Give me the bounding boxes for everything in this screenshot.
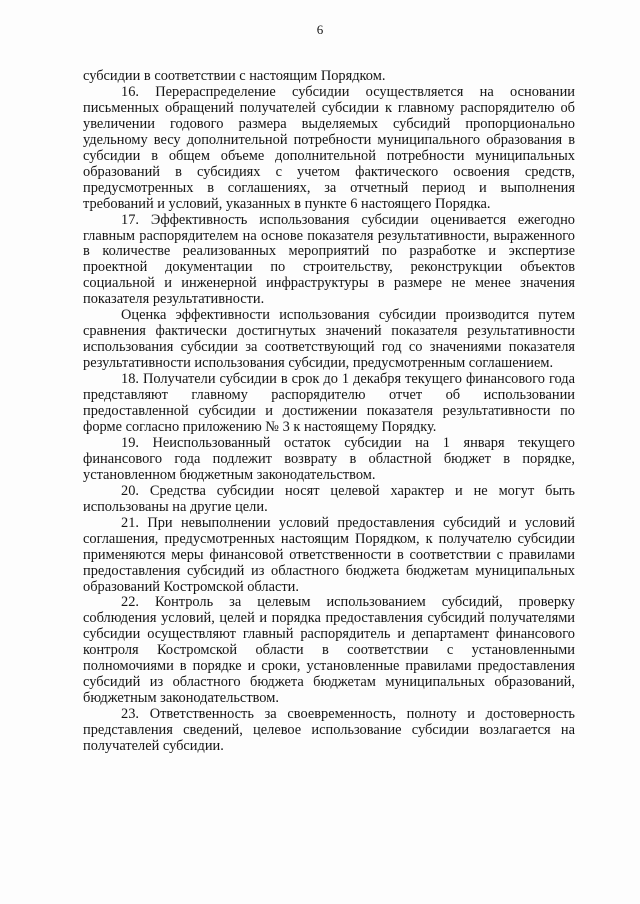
paragraph-19: 19. Неиспользованный остаток субсидии на 1 января текущего финансового года подлежит возврату в областной бюджет в порядке, установленном бюджетным законодательством. xyxy=(83,434,575,483)
paragraph-16: 16. Перераспределение субсидии осуществляется на основании письменных обращений получателей субсидии к главному распорядителю об увеличении годового размера выделяемых субсидий пропорционально удельному весу дополнительной потребности муниципального образования в субсидии в общем объеме дополнительной потребности муниципальных образований в субсидиях с учетом фактического освоения средств, предусмотренных в соглашениях, за отчетный период и выполнения требований и условий, указанных в пункте 6 настоящего Порядка. xyxy=(83,83,575,212)
paragraph-20: 20. Средства субсидии носят целевой характер и не могут быть использованы на другие цели. xyxy=(83,482,575,515)
document-body xyxy=(83,69,575,755)
paragraph-21: 21. При невыполнении условий предоставления субсидий и условий соглашения, предусмотренных настоящим Порядком, к получателю субсидии применяются меры финансовой ответственности в соответствии с правилами предоставления субсидий из областного бюджета бюджетам муниципальных образований Костромской области. xyxy=(83,514,575,595)
paragraph-22: 22. Контроль за целевым использованием субсидий, проверку соблюдения условий, целей и порядка предоставления субсидий получателями субсидии осуществляют главный распорядитель и департамент финансового контроля Костромской области в соответствии с установленными полномочиями в порядке и сроки, установленные правилами предоставления субсидий из областного бюджета бюджетам муниципальных образований, бюджетным законодательством. xyxy=(83,594,575,707)
paragraph-18: 18. Получатели субсидии в срок до 1 декабря текущего финансового года представляют главному распорядителю отчет об использовании предоставленной субсидии и достижении показателя результативности по форме согласно приложению № 3 к настоящему Порядку. xyxy=(83,371,575,435)
paragraph-17: 17. Эффективность использования субсидии оценивается ежегодно главным распорядителем на основе показателя результативности, выраженного в количестве реализованных мероприятий по разработке и экспертизе проектной документации по строительству, реконструкции объектов социальной и инженерной инфраструктуры в размере не менее значения показателя результативности. xyxy=(83,211,575,308)
paragraph-17-assessment: Оценка эффективности использования субсидии производится путем сравнения фактически достигнутых значений показателя результативности использования субсидии за соответствующий год со значениями показателя результативности использования субсидии, предусмотренным соглашением. xyxy=(83,307,575,372)
page-number: 6 xyxy=(316,22,324,37)
paragraph-23: 23. Ответственность за своевременность, полноту и достоверность представления сведений, целевое использование субсидии возлагается на получателей субсидии. xyxy=(83,706,575,755)
paragraph-continuation: субсидии в соответствии с настоящим Порядком. xyxy=(83,68,386,84)
